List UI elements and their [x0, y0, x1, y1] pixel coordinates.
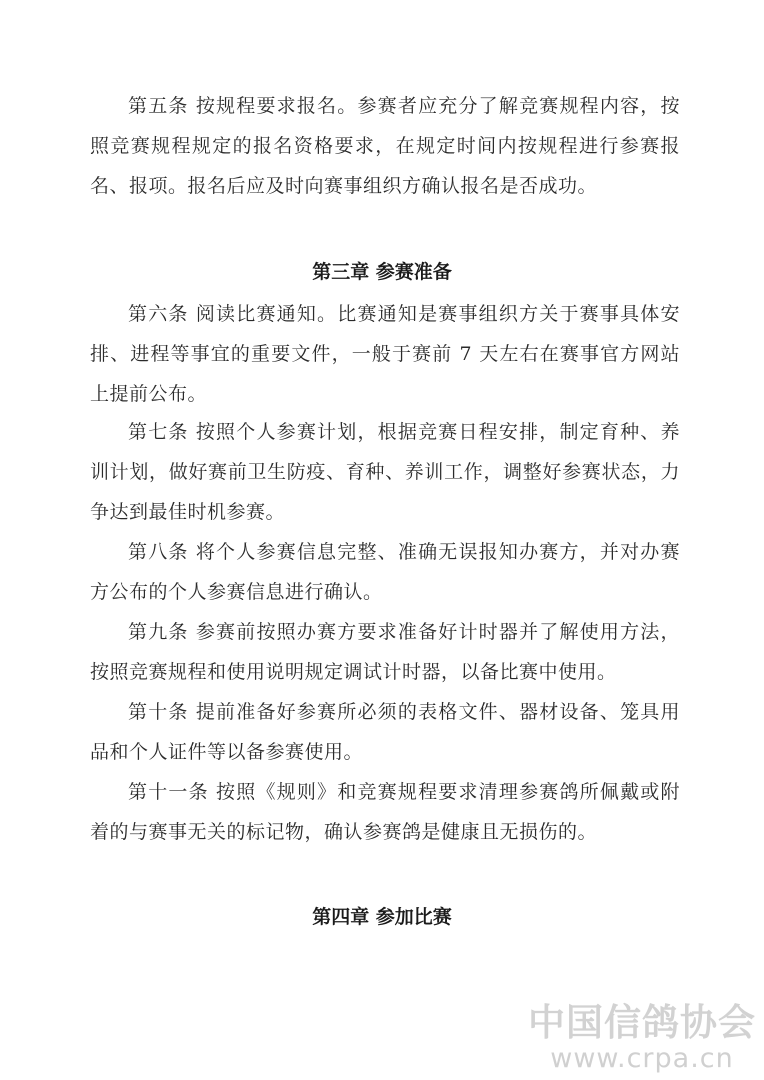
- article-11: 第十一条 按照《规则》和竞赛规程要求清理参赛鸽所佩戴或附着的与赛事无关的标记物，确认参赛鸽是健康且无损伤的。: [90, 781, 680, 843]
- chapter-4-heading: 第四章 参加比赛: [312, 906, 452, 928]
- article-10: 第十条 提前准备好参赛所必须的表格文件、器材设备、笼具用品和个人证件等以备参赛使用。: [90, 701, 680, 763]
- article-5: 第五条 按规程要求报名。参赛者应充分了解竞赛规程内容，按照竞赛规程规定的报名资格要求，在规定时间内按规程进行参赛报名、报项。报名后应及时向赛事组织方确认报名是否成功。: [90, 95, 680, 197]
- watermark-url: www.crpa.cn: [550, 1043, 734, 1074]
- watermark-name: 中国信鸽协会: [528, 1001, 756, 1044]
- site-watermark: [528, 1002, 756, 1074]
- article-6: 第六条 阅读比赛通知。比赛通知是赛事组织方关于赛事具体安排、进程等事宜的重要文件，一般于赛前 7 天左右在赛事官方网站上提前公布。: [90, 303, 680, 405]
- article-9: 第九条 参赛前按照办赛方要求准备好计时器并了解使用方法，按照竞赛规程和使用说明规定调试计时器，以备比赛中使用。: [90, 621, 680, 683]
- article-8: 第八条 将个人参赛信息完整、准确无误报知办赛方，并对办赛方公布的个人参赛信息进行确认。: [90, 541, 680, 603]
- chapter-3-heading: 第三章 参赛准备: [312, 261, 452, 283]
- article-7: 第七条 按照个人参赛计划，根据竞赛日程安排，制定育种、养训计划，做好赛前卫生防疫、育种、养训工作，调整好参赛状态，力争达到最佳时机参赛。: [90, 421, 680, 523]
